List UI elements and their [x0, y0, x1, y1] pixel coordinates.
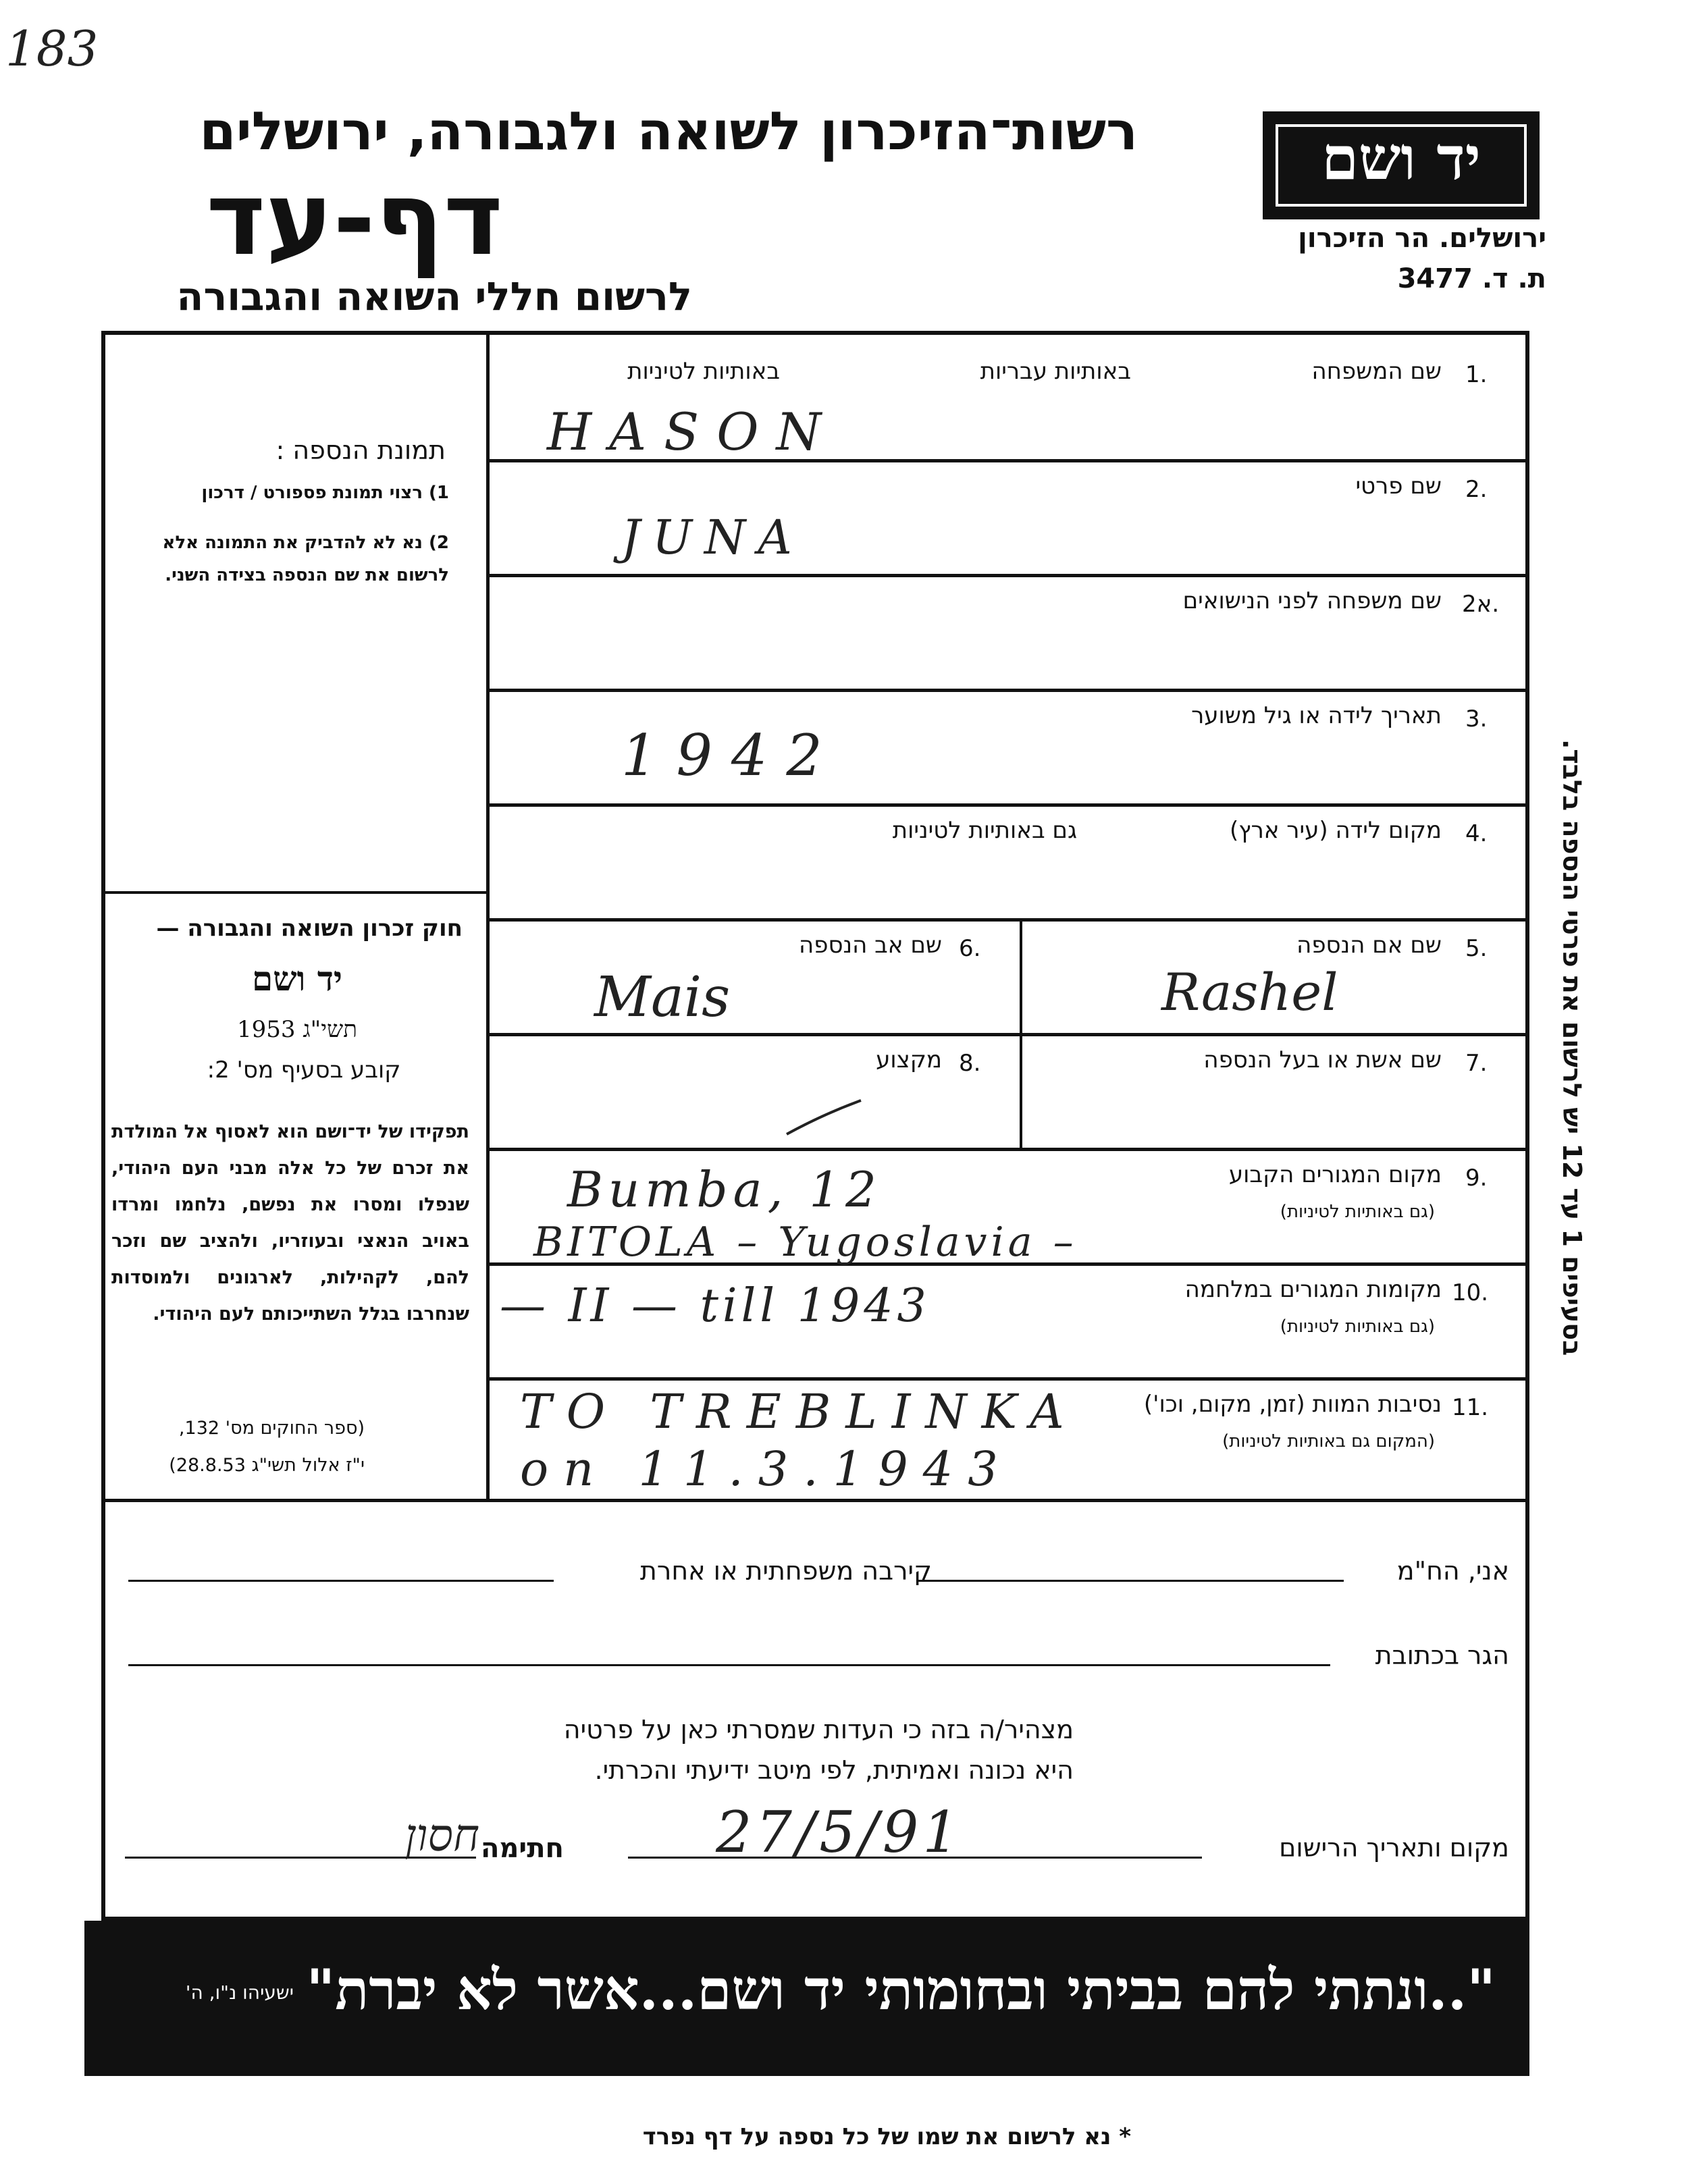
law-section: קובע בסעיף מס' 2:: [207, 1057, 401, 1084]
field-1-latin-note: באותיות לטיניות: [627, 358, 780, 385]
permanent-address-line-2[interactable]: BITOLA – Yugoslavia –: [533, 1219, 1078, 1266]
address-line: ירושלים. הר הזיכרון: [1298, 223, 1546, 254]
field-7-number: 7.: [1465, 1050, 1488, 1077]
family-name-value[interactable]: HASON: [547, 402, 839, 462]
field-3-number: 3.: [1465, 705, 1488, 733]
signature-value[interactable]: חסון: [404, 1809, 479, 1861]
side-instruction: בסעיפים 1 עד 12 יש לרשום את פרטי הנספה בלבד.: [1557, 739, 1587, 1356]
field-9-label: מקום המגורים הקבוע: [1228, 1161, 1442, 1188]
photo-note-2: 2) נא לא להדביק את התמונה אלא לרשום את שם הנספה בצידה השני.: [162, 533, 449, 585]
field-6-number: 6.: [959, 935, 981, 962]
death-circumstances-line-1[interactable]: TO TREBLINKA: [520, 1384, 1079, 1439]
field-2-label: שם פרטי: [1355, 473, 1442, 500]
field-5-number: 5.: [1465, 935, 1488, 962]
field-4-note: גם באותיות לטיניות: [892, 817, 1077, 844]
form-subtitle: לרשום חללי השואה והגבורה: [176, 273, 692, 319]
field-11-note: (המקום גם באותיות לטיניות): [1222, 1431, 1435, 1451]
quote-banner: [84, 1921, 1529, 2076]
declarant-label: אני, הח"מ: [1396, 1556, 1509, 1586]
permanent-address-line-1[interactable]: Bumba, 12: [567, 1161, 882, 1218]
po-box-line: ת. ד. 3477: [1397, 263, 1546, 294]
separate-page-note: * נא לרשום את שמו של כל נספה על דף נפרד: [642, 2123, 1131, 2150]
field-10-label: מקומות המגורים במלחמה: [1184, 1276, 1442, 1303]
field-1-hebrew-note: באותיות עבריות: [980, 358, 1131, 385]
field-2a-label: שם משפחה לפני הנישואים: [1182, 587, 1442, 614]
law-reference-2: י"ז אלול תשי"ג 28.8.53): [169, 1455, 365, 1476]
quote-text: "..ונתתי להם בביתי ובחומותי יד ושם...אשר לא יברת": [306, 1958, 1496, 2023]
field-4-label: מקום לידה (עיר ארץ): [1229, 817, 1442, 844]
declarant-address-line[interactable]: [128, 1664, 1330, 1666]
profession-dash-mark: [783, 1094, 864, 1141]
field-11-number: 11.: [1452, 1394, 1489, 1421]
field-1-number: 1.: [1465, 361, 1488, 388]
birth-date-value[interactable]: 1942: [621, 722, 841, 789]
law-reference-1: (ספר החוקים מס' 132,: [178, 1418, 365, 1439]
address-label: הגר בכתובת: [1375, 1641, 1509, 1670]
relation-label: קירבה משפחתית או אחרת: [639, 1556, 932, 1586]
field-2-number: 2.: [1465, 476, 1488, 503]
yad-vashem-logo: יד ושם: [1263, 111, 1540, 219]
field-6-label: שם אב הנספה: [799, 932, 942, 959]
photo-title: תמונת הנספה :: [276, 435, 446, 465]
law-text: תפקידו של יד־ושם הוא לאסוף אל המולדת את זכרם של כל אלה מבני העם היהודי, שנפלו ומסרו את נפשם, נלחמו ומרדו באויב הנאצי ובעוזריו, ולהציב שם וזכר להם, לקהילות, לארגונים ולמוסדות שנחרבו בגלל השתייכותם לעם היהודי.: [111, 1121, 469, 1325]
photo-note-1: 1) רצוי תמונת פספורט / דרכון: [201, 483, 449, 503]
field-3-label: תאריך לידה או גיל משוער: [1191, 702, 1442, 729]
field-10-note: (גם באותיות לטיניות): [1280, 1316, 1435, 1337]
page-number: 183: [5, 20, 99, 77]
field-2a-number: 2א.: [1462, 591, 1500, 618]
law-year: תשי"ג 1953: [237, 1016, 357, 1043]
death-circumstances-line-2[interactable]: on 11.3.1943: [520, 1441, 1013, 1497]
statement-line-1: מצהיר/ה בזה כי העדות שמסרתי כאן על פרטיה: [563, 1715, 1074, 1744]
form-title: דף-עד: [206, 161, 503, 278]
first-name-value[interactable]: JUNA: [621, 510, 804, 565]
field-7-label: שם אשת או בעל הנספה: [1203, 1046, 1442, 1073]
registration-date-value[interactable]: 27/5/91: [716, 1799, 963, 1865]
quote-source: ישעיהו נ"ו, ה': [185, 1981, 294, 2004]
field-9-number: 9.: [1465, 1165, 1488, 1192]
field-8-label: מקצוע: [876, 1046, 942, 1073]
law-name: יד ושם: [252, 959, 342, 998]
mother-name-value[interactable]: Rashel: [1161, 962, 1338, 1022]
law-title: חוק זכרון השואה והגבורה —: [156, 915, 463, 942]
field-10-number: 10.: [1452, 1279, 1489, 1306]
relation-line[interactable]: [128, 1580, 554, 1582]
field-9-note: (גם באותיות לטיניות): [1280, 1202, 1435, 1222]
wartime-residence-value[interactable]: — II — till 1943: [500, 1279, 930, 1333]
authority-title: רשות־הזיכרון לשואה ולגבורה, ירושלים: [199, 101, 1138, 162]
father-name-value[interactable]: Mais: [594, 965, 731, 1030]
field-4-number: 4.: [1465, 820, 1488, 847]
field-1-label: שם המשפחה: [1311, 358, 1442, 385]
declarant-name-line[interactable]: [918, 1580, 1344, 1582]
field-11-label: נסיבות המוות (זמן, מקום, וכו'): [1143, 1391, 1442, 1418]
signature-label: חתימה: [480, 1833, 564, 1864]
field-8-number: 8.: [959, 1050, 981, 1077]
field-5-label: שם אם הנספה: [1296, 932, 1442, 959]
place-date-label: מקום ותאריך הרישום: [1279, 1833, 1509, 1863]
statement-line-2: היא נכונה ואמיתית, לפי מיטב ידיעתי והכרתי.: [594, 1755, 1074, 1785]
